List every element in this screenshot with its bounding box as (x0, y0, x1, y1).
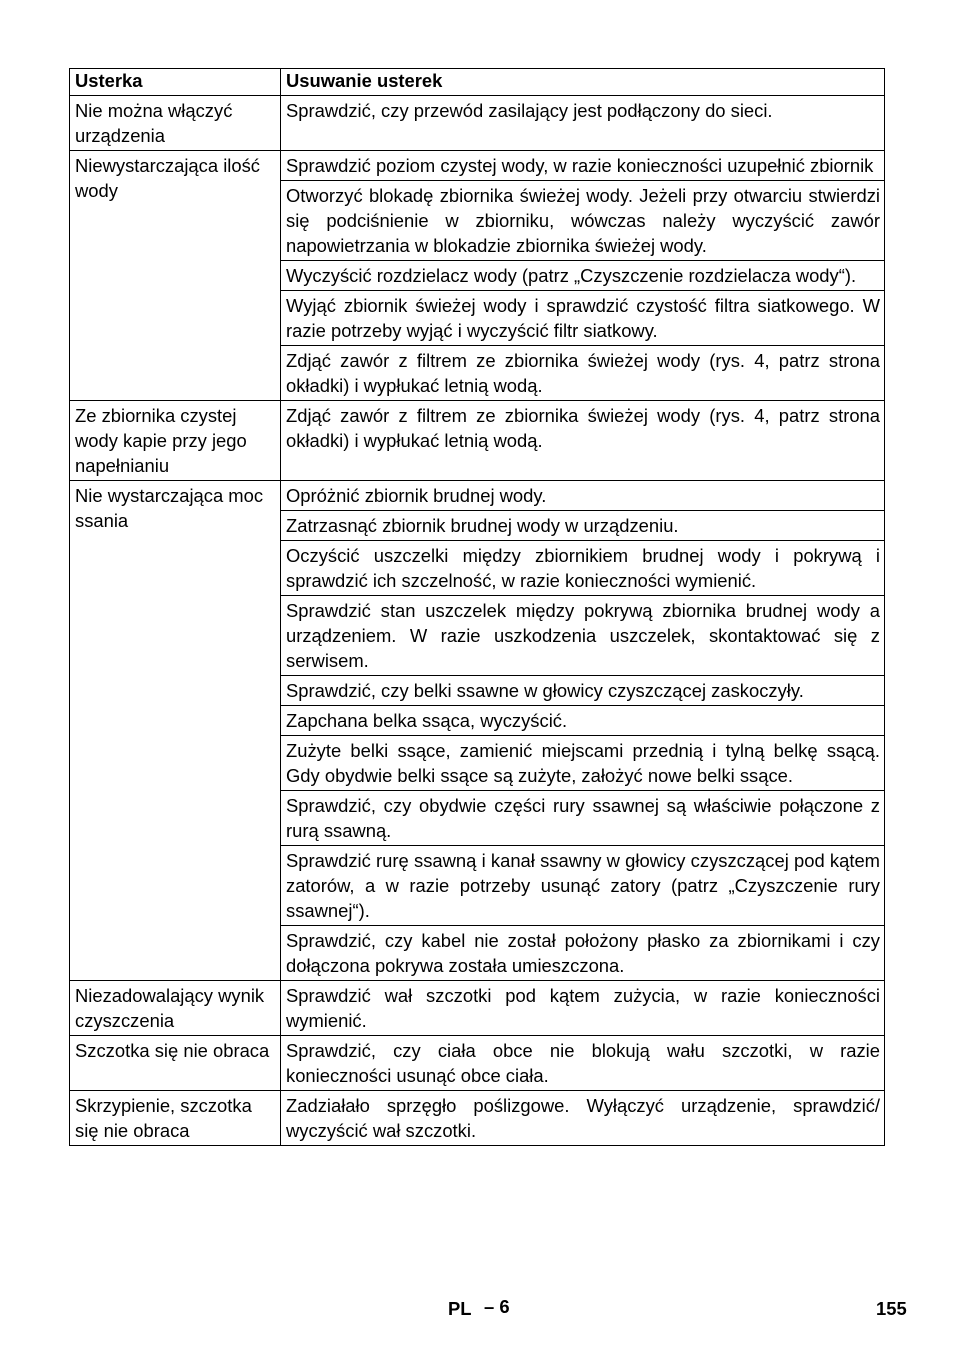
remedy-cell: Zużyte belki ssące, zamienić miejscami przednią i tylną belkę ssącą. Gdy obydwie belki ssące są zużyte, założyć nowe belki ssące. (281, 736, 885, 791)
fault-cell: Nie można włączyć urządzenia (70, 96, 281, 151)
fault-cell: Nie wystarczająca moc ssania (70, 481, 281, 981)
table-header-row (70, 69, 885, 96)
remedy-cell: Wyjąć zbiornik świeżej wody i sprawdzić czystość filtra siatkowego. W razie potrzeby wyjąć i wyczyścić filtr siatkowy. (281, 291, 885, 346)
remedy-cell: Sprawdzić, czy belki ssawne w głowicy czyszczącej zaskoczyły. (281, 676, 885, 706)
remedy-cell: Sprawdzić, czy kabel nie został położony płasko za zbiornikami i czy dołączona pokrywa została umieszczona. (281, 926, 885, 981)
table-row (70, 1036, 885, 1091)
remedy-cell: Otworzyć blokadę zbiornika świeżej wody. Jeżeli przy otwarciu stwierdzi się podciśnienie w zbiorniku, wówczas należy wyczyścić zawór napowietrzania w blokadzie zbiornika świeżej wody. (281, 181, 885, 261)
fault-cell: Skrzypienie, szczotka się nie obraca (70, 1091, 281, 1146)
fault-cell: Niewystarczająca ilość wody (70, 151, 281, 401)
table-row (70, 151, 885, 181)
remedy-cell: Zapchana belka ssąca, wyczyścić. (281, 706, 885, 736)
remedy-cell: Sprawdzić, czy ciała obce nie blokują wału szczotki, w razie konieczności usunąć obce ciała. (281, 1036, 885, 1091)
fault-cell: Niezadowalający wynik czyszczenia (70, 981, 281, 1036)
column-header-fault: Usterka (70, 69, 281, 96)
table-row (70, 1091, 885, 1146)
table-row (70, 481, 885, 511)
fault-cell: Ze zbiornika czystej wody kapie przy jego napełnianiu (70, 401, 281, 481)
troubleshooting-table (69, 68, 885, 1146)
remedy-cell: Sprawdzić poziom czystej wody, w razie konieczności uzupełnić zbiornik (281, 151, 885, 181)
column-header-remedy: Usuwanie usterek (281, 69, 885, 96)
table-row (70, 401, 885, 481)
remedy-cell: Oczyścić uszczelki między zbiornikiem brudnej wody i pokrywą i sprawdzić ich szczelność, w razie konieczności wymienić. (281, 541, 885, 596)
table-body (70, 96, 885, 1146)
table-row (70, 96, 885, 151)
remedy-cell: Sprawdzić, czy przewód zasilający jest podłączony do sieci. (281, 96, 885, 151)
remedy-cell: Zadziałało sprzęgło poślizgowe. Wyłączyć urządzenie, sprawdzić/ wyczyścić wał szczotki. (281, 1091, 885, 1146)
remedy-cell: Sprawdzić stan uszczelek między pokrywą zbiornika brudnej wody a urządzeniem. W razie uszkodzenia uszczelek, skontaktować się z serwisem. (281, 596, 885, 676)
remedy-cell: Sprawdzić rurę ssawną i kanał ssawny w głowicy czyszczącej pod kątem zatorów, a w razie potrzeby usunąć zatory (patrz „Czyszczenie rury ssawnej“). (281, 846, 885, 926)
page-number: 155 (876, 1298, 907, 1319)
footer-section: – 6 (484, 1296, 510, 1317)
table-row (70, 981, 885, 1036)
remedy-cell: Sprawdzić wał szczotki pod kątem zużycia, w razie konieczności wymienić. (281, 981, 885, 1036)
remedy-cell: Opróżnić zbiornik brudnej wody. (281, 481, 885, 511)
remedy-cell: Wyczyścić rozdzielacz wody (patrz „Czyszczenie rozdzielacza wody“). (281, 261, 885, 291)
remedy-cell: Zatrzasnąć zbiornik brudnej wody w urządzeniu. (281, 511, 885, 541)
remedy-cell: Zdjąć zawór z filtrem ze zbiornika świeżej wody (rys. 4, patrz strona okładki) i wypłukać letnią wodą. (281, 346, 885, 401)
remedy-cell: Sprawdzić, czy obydwie części rury ssawnej są właściwie połączone z rurą ssawną. (281, 791, 885, 846)
fault-cell: Szczotka się nie obraca (70, 1036, 281, 1091)
footer-language: PL (448, 1298, 472, 1319)
remedy-cell: Zdjąć zawór z filtrem ze zbiornika świeżej wody (rys. 4, patrz strona okładki) i wypłukać letnią wodą. (281, 401, 885, 481)
